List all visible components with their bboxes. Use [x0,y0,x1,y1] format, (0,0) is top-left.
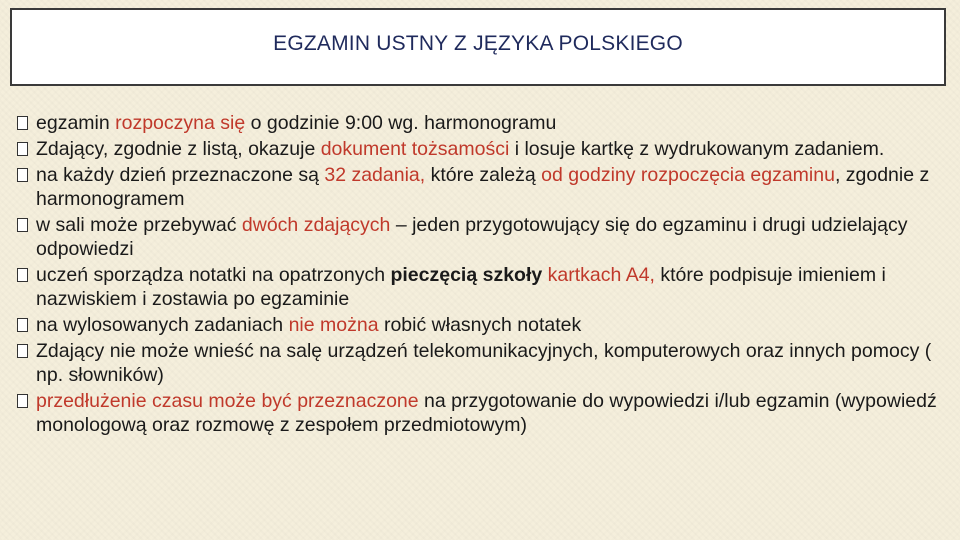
bullet-box-icon [17,218,28,232]
bullet-box-icon [17,168,28,182]
bullet-text: Zdający nie może wnieść na salę urządzeń telekomunikacyjnych, komputerowych oraz innych pomocy ( np. słowników) [36,340,932,386]
bullet-item [17,339,947,387]
bullet-text: które podpisuje imieniem i nazwiskiem i zostawia po egzaminie [36,264,886,310]
bullet-item [17,213,947,261]
bullet-text: w sali może przebywać [36,214,242,236]
highlighted-text: rozpoczyna się [115,112,246,134]
highlighted-text: przedłużenie czasu może być przeznaczone [36,390,419,412]
bullet-text: , zgodnie z harmonogramem [36,164,930,210]
highlighted-text: dwóch zdających [241,214,391,236]
bullet-text: i losuje kartkę z wydrukowanym zadaniem. [509,138,885,160]
highlighted-text: dokument tożsamości [320,138,510,160]
highlighted-text: od godziny rozpoczęcia egzaminu [541,164,835,186]
bullet-box-icon [17,116,28,130]
bullet-item [17,263,947,311]
slide-title: EGZAMIN USTNY Z JĘZYKA POLSKIEGO [273,32,683,55]
highlighted-text: kartkach A4, [547,264,655,286]
bullet-text: – jeden przygotowujący się do egzaminu i drugi udzielający odpowiedzi [36,214,908,260]
bullet-list [17,111,947,439]
bullet-item [17,163,947,211]
bullet-text: na przygotowanie do wypowiedzi i/lub egzamin (wypowiedź monologową oraz rozmowę z zespołem przedmiotowym) [36,390,937,436]
bullet-item [17,313,947,337]
bullet-text: na każdy dzień przeznaczone są [36,164,325,186]
bold-text: pieczęcią szkoły [390,264,543,286]
bullet-box-icon [17,394,28,408]
bullet-item [17,111,947,135]
bullet-text: uczeń sporządza notatki na opatrzonych [36,264,391,286]
highlighted-text: 32 zadania, [324,164,426,186]
bullet-text: robić własnych notatek [378,314,582,336]
bullet-box-icon [17,344,28,358]
bullet-item [17,389,947,437]
bullet-text: o godzinie 9:00 wg. harmonogramu [245,112,557,134]
bullet-box-icon [17,142,28,156]
bullet-text: które zależą [425,164,542,186]
bullet-box-icon [17,318,28,332]
highlighted-text: nie można [288,314,379,336]
bullet-text: Zdający, zgodnie z listą, okazuje [36,138,321,160]
bullet-text: egzamin [36,112,116,134]
bullet-text: na wylosowanych zadaniach [36,314,289,336]
bullet-item [17,137,947,161]
bullet-box-icon [17,268,28,282]
title-box [10,8,946,86]
